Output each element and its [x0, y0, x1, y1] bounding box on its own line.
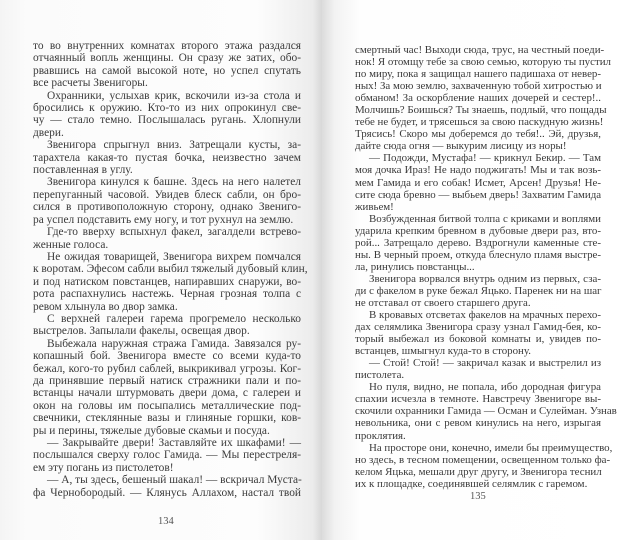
text-line: — А, ты здесь, бешеный шакал! — вскричал Муста-: [47, 474, 302, 487]
text-line: спахии исчезла в темноте. Навстречу Звенигоре вы-: [355, 393, 601, 406]
text-line: бросились к оружию. Кто-то из них опрокинул све-: [33, 102, 301, 115]
text-line: Выбежала наружная стража Гамида. Завязался ру-: [47, 337, 301, 350]
text-line: скочили охранники Гамида — Осман и Сулейман. Узнав: [355, 405, 617, 418]
text-line: торый выбежал из боковой комнаты и, увидев по-: [355, 333, 601, 346]
text-line: живьем!: [355, 200, 394, 213]
text-line: Но пуля, видно, не попала, ибо дородная фигура: [369, 381, 601, 394]
text-line: дах селямлика Звенигора сразу узнал Гамид-бея, ко-: [355, 321, 601, 334]
text-line: поставленная в углу.: [33, 164, 133, 177]
text-line: Возбужденная битвой толпа с криками и воплями: [369, 212, 601, 225]
text-line: ударила крепким бревном в дубовые двери раз, вто-: [355, 224, 601, 237]
text-line: да принявшие первый натиск стражники пали и по-: [33, 374, 301, 387]
text-line: то во внутренних комнатах второго этажа раздался: [33, 40, 301, 52]
right-page: [322, 0, 640, 540]
text-line: тебе не будет, и трясешься за свою паскудную жизнь!: [355, 116, 604, 129]
text-line: окон на головы им посыпались металлические под-: [33, 399, 301, 412]
text-line: ревом хлынула во двор замка.: [33, 300, 178, 313]
text-line: Не ожидая товарищей, Звенигора вихрем помчался: [47, 250, 301, 263]
text-line: ем эту погань из пистолетов!: [33, 461, 174, 474]
text-line: — Подожди, Мустафа! — крикнул Бекир. — Там: [369, 152, 601, 165]
text-line: На просторе они, конечно, имели бы преимущество,: [369, 441, 613, 454]
text-line: ных! За мою землю, захваченную тобой хитростью и: [355, 80, 602, 93]
text-line: обманом! За оскорбление наших дочерей и сестер!..: [355, 92, 601, 105]
text-line: к воротам. Эфесом сабли выбил тяжелый дубовый клин,: [33, 263, 308, 276]
text-line: Молчишь? Боишься? Ты знаешь, подлый, что пощады: [355, 104, 607, 117]
text-line: ла, ринулись повстанцы...: [355, 260, 475, 273]
text-line: не отставал от своего старшего друга.: [355, 296, 531, 309]
page-number: 134: [158, 516, 174, 527]
text-line: перепуганный часовой. Увидев блеск сабли, он бро-: [33, 188, 301, 201]
text-line: моя дочка Ираз! Не надо поджигать! Мы и так возь-: [355, 164, 601, 177]
text-line: отчаянный вопль женщины. Он сразу же затих, обо-: [33, 52, 301, 65]
text-line: проклятия.: [355, 429, 406, 442]
page-number: 135: [470, 491, 486, 502]
text-line: по миру, пока я защищал нашего падишаха от невер-: [355, 68, 601, 81]
text-line: встанцев, шмыгнул куда-то в сторону.: [355, 345, 531, 358]
text-line: — Закрывайте двери! Заставляйте их шкафами! —: [47, 437, 301, 449]
text-line: все расчеты Звенигоры.: [33, 77, 148, 90]
text-line: невольника, они с ревом кинулись на него, изрыгая: [355, 417, 601, 430]
text-line: выстрелов. Запылали факелы, освещая двор.: [33, 325, 250, 338]
text-line: нок! Я отомщу тебе за свою семью, которую ты пустил: [355, 56, 611, 69]
text-line: ра успел подставить ему ногу, и тот рухнул на землю.: [33, 213, 294, 226]
text-line: келом Яцька, мешали друг другу, и Звенигора теснил: [355, 465, 602, 478]
text-line: рой... Затрещало дерево. Вздрогнули каменные сте-: [355, 236, 601, 249]
text-line: рвавшись на самой высокой ноте, но успел спутать: [33, 64, 301, 77]
text-line: — Стой! Стой! — закричал казак и выстрелил из: [369, 357, 601, 370]
text-line: Звенигора ворвался внутрь одним из первых, сза-: [369, 272, 601, 285]
text-line: Трясись! Скоро мы доберемся до тебя!.. Эй, друзья,: [355, 128, 601, 141]
page-body-text: [355, 44, 617, 490]
text-line: ны. В черный проем, откуда блеснуло пламя выстре-: [355, 248, 601, 261]
text-line: дайте сюда огня — выкурим лисицу из норы!: [355, 140, 567, 153]
text-line: их к площадке, соединявшей селямлик с гаремом.: [355, 477, 588, 490]
text-line: пистолета.: [355, 369, 405, 382]
text-line: женные голоса.: [33, 238, 109, 251]
text-line: Звенигора спрыгнул вниз. Затрещали кусты, за-: [47, 139, 301, 152]
text-line: сите сюда бревно — выбьем дверь! Захватим Гамида: [355, 188, 602, 201]
text-line: свечники, стеклянные вазы и глиняные горшки, ков-: [33, 412, 301, 425]
text-line: тарахтела какая-то пустая бочка, неизвестно зачем: [33, 151, 301, 164]
text-line: но здесь, в тесном помещении, освещенном только фа-: [355, 453, 611, 466]
text-line: послышался сверху голос Гамида. — Мы перестреля-: [33, 449, 301, 462]
text-line: бежал, кого-то рубил саблей, выкрикивал угрозы. Ког-: [33, 362, 301, 375]
page-body-text: [33, 40, 308, 499]
text-line: ры и перины, тяжелые дубовые скамьи и посуда.: [33, 424, 270, 437]
text-line: Звенигора кинулся к башне. Здесь на него налетел: [47, 176, 301, 189]
text-line: чу — стало темно. Послышалась ругань. Хлопнули: [33, 114, 301, 127]
text-line: фа Чернобородый. — Клянусь Аллахом, настал твой: [33, 486, 301, 499]
text-line: смертный час! Выходи сюда, трус, на честный поеди-: [355, 44, 605, 56]
text-line: рота распахнулись настежь. Черная грозная толпа с: [33, 288, 301, 301]
text-line: Где-то вверху вспыхнул факел, загалдели встрево-: [47, 226, 301, 239]
text-line: и под натиском повстанцев, напиравших снаружи, во-: [33, 275, 301, 288]
text-line: копашный бой. Звенигора вместе со всеми куда-то: [33, 350, 301, 363]
text-line: В кровавых отсветах факелов на мрачных перехо-: [369, 309, 601, 322]
text-line: Охранники, услыхав крик, вскочили из-за стола и: [47, 89, 301, 102]
text-line: встанцы начали штурмовать двери дома, с галереи и: [33, 387, 301, 400]
text-line: сился в противоположную сторону, однако Звениго-: [33, 201, 301, 214]
text-line: ди с факелом в руке бежал Яцько. Паренек ни на шаг: [355, 284, 602, 297]
text-line: С верхней галереи гарема прогремело несколько: [47, 312, 301, 325]
text-line: мем Гамида и его собак! Исмет, Арсен! Друзья! Не-: [355, 176, 601, 189]
text-line: двери.: [33, 126, 64, 139]
